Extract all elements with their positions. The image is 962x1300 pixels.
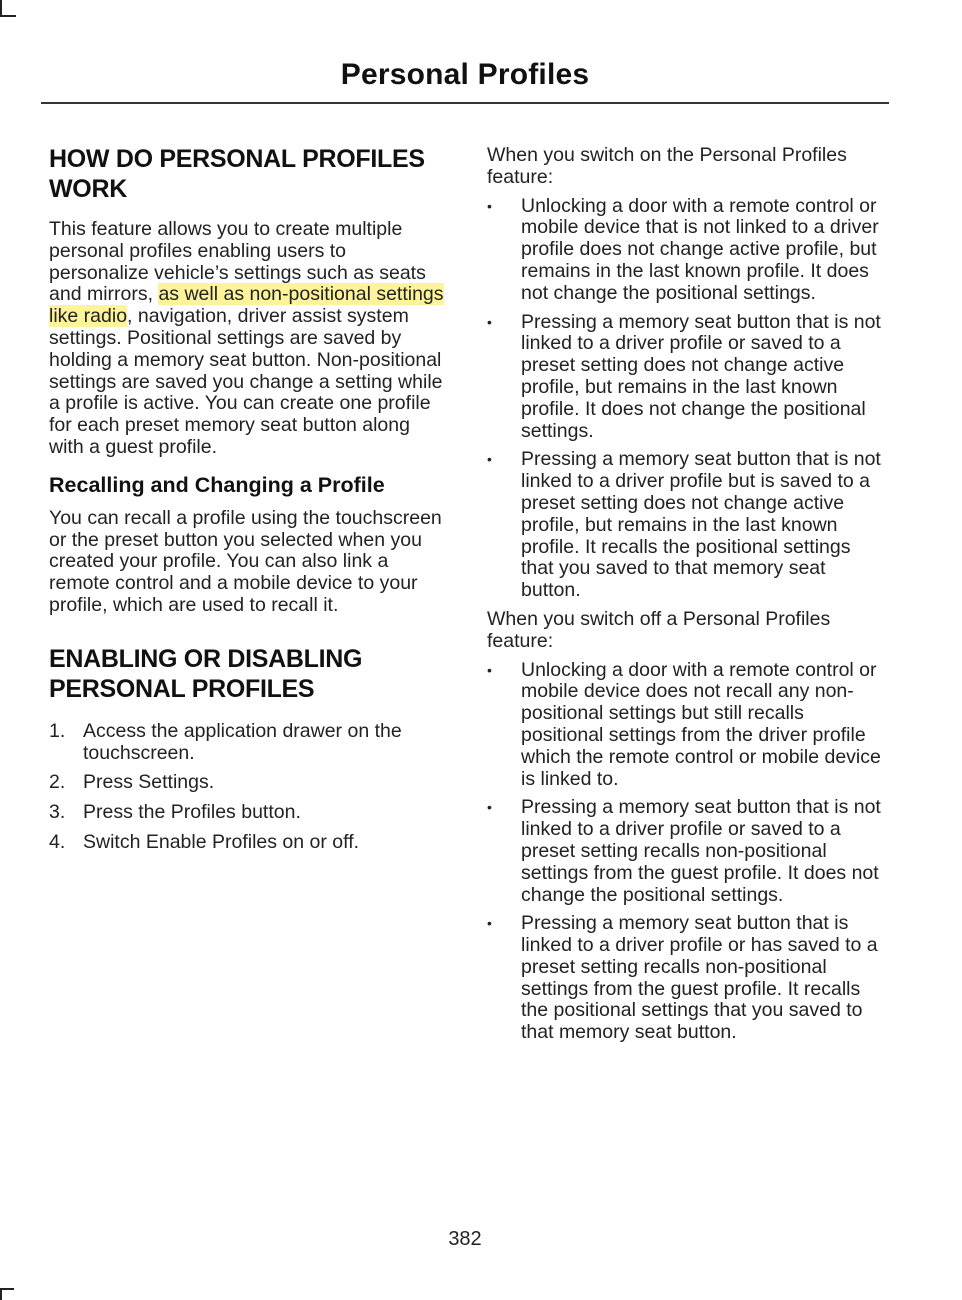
section-heading-enabling-profiles — [49, 644, 449, 704]
bullet-text: Unlocking a door with a remote control or mobile device that is not linked to a driver profile does not change active profile, but remains in the last known profile. It does not change the positional settings. — [521, 194, 879, 304]
heading-line: ENABLING OR DISABLING — [49, 644, 363, 673]
switch-on-intro: When you switch on the Personal Profiles feature: — [487, 144, 847, 188]
step-item — [49, 721, 449, 765]
heading-line: HOW DO PERSONAL PROFILES — [49, 145, 425, 173]
bullet-item — [487, 312, 887, 443]
bullet-text: Pressing a memory seat button that is not linked to a driver profile but is saved to a preset setting does not change active profile, but remains in the last known profile. It recalls the positional settings that you saved to that memory seat button. — [521, 448, 881, 602]
crop-mark-top-left — [0, 0, 2, 16]
step-item — [49, 832, 449, 854]
crop-mark-bottom-left — [0, 1288, 14, 1290]
step-text: Press Settings. — [83, 771, 215, 794]
recall-paragraph: You can recall a profile using the touchscreen or the preset button you selected when you created your profile. You can also link a remote control and a mobile device to your profile, which are used to recall it. — [49, 506, 442, 616]
header-divider — [41, 102, 889, 104]
bullet-icon: • — [487, 661, 492, 678]
heading-line: PERSONAL PROFILES — [49, 674, 315, 703]
step-item — [49, 802, 449, 824]
bullet-text: Pressing a memory seat button that is linked to a driver profile or has saved to a preset setting recalls non-positional settings from the guest profile. It recalls the positional settings that you saved to that memory seat button. — [521, 912, 878, 1044]
switch-off-bullet-list — [487, 660, 887, 1045]
bullet-icon: • — [487, 915, 492, 932]
bullet-item — [487, 913, 887, 1044]
bullet-item — [487, 797, 887, 906]
step-number: 2. — [49, 771, 66, 794]
intro-paragraph — [49, 219, 449, 459]
bullet-icon: • — [487, 197, 492, 214]
section-heading-how-profiles-work — [49, 144, 449, 204]
switch-on-bullet-list — [487, 196, 887, 602]
intro-text: , navigation, driver assist system settings. Positional settings are saved by holding a memory seat button. Non-positional settings are saved you change a setting while a profile is active. You can create one profile for each preset memory seat button along with a guest profile. — [49, 305, 443, 458]
bullet-item — [487, 449, 887, 602]
right-column — [487, 140, 887, 1051]
subheading-recalling-profile: Recalling and Changing a Profile — [49, 472, 385, 497]
steps-list — [49, 721, 449, 854]
bullet-item — [487, 660, 887, 791]
step-item — [49, 772, 449, 794]
bullet-text: Unlocking a door with a remote control or mobile device does not recall any non-positional settings but still recalls positional settings from the driver profile which the remote control or mobile device is linked to. — [521, 658, 881, 790]
step-text: Access the application drawer on the touchscreen. — [83, 719, 402, 764]
heading-line: WORK — [49, 175, 127, 203]
step-text: Switch Enable Profiles on or off. — [83, 830, 360, 853]
left-column — [49, 140, 449, 862]
switch-off-intro: When you switch off a Personal Profiles feature: — [487, 607, 831, 652]
bullet-item — [487, 196, 887, 305]
bullet-icon: • — [487, 451, 492, 468]
intro-text: This feature allows you to create multiple personal profiles enabling users to personalize vehicle’s settings such as seats and mirrors, — [49, 218, 426, 306]
bullet-text: Pressing a memory seat button that is not linked to a driver profile or saved to a preset setting recalls non-positional settings from the guest profile. It does not change the positional settings. — [521, 796, 881, 906]
step-text: Press the Profiles button. — [83, 801, 301, 824]
step-number: 3. — [49, 801, 66, 824]
crop-mark-top-left — [0, 15, 16, 17]
bullet-icon: • — [487, 313, 492, 330]
page-title: Personal Profiles — [340, 58, 590, 91]
bullet-text: Pressing a memory seat button that is not linked to a driver profile or saved to a preset setting does not change active profile, but remains in the last known profile. It does not change the positional settings. — [521, 310, 881, 442]
page-number: 382 — [448, 1228, 482, 1250]
step-number: 1. — [49, 719, 66, 742]
highlighted-text: as well as non-positional settings like radio — [49, 283, 444, 328]
bullet-icon: • — [487, 799, 492, 816]
step-number: 4. — [49, 830, 66, 853]
